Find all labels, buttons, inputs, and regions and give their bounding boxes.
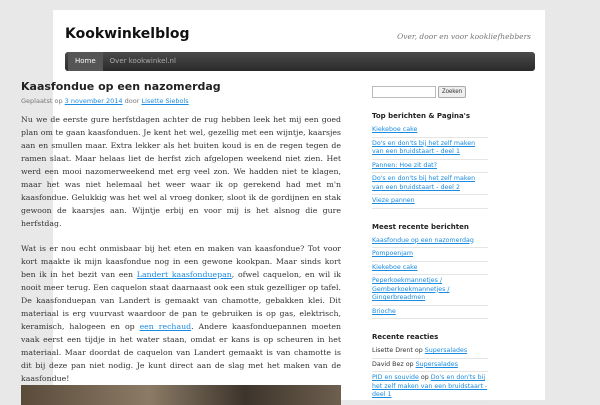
nav-item-home[interactable]: Home	[68, 52, 103, 71]
comment-author: David Bez	[372, 360, 404, 368]
list-item	[372, 372, 488, 403]
comment-post-link[interactable]: Supersalades	[415, 360, 458, 368]
comment-author-link[interactable]: PID en souvide	[372, 374, 419, 381]
top-posts-list	[372, 124, 488, 209]
search-form	[372, 86, 488, 98]
main-nav	[65, 52, 535, 71]
rechaud-link[interactable]: een rechaud	[139, 322, 192, 331]
recent-post-link[interactable]: Pompoenjam	[372, 250, 414, 257]
list-item[interactable]	[372, 262, 488, 276]
top-posts-title: Top berichten & Pagina's	[372, 112, 470, 120]
list-item[interactable]	[372, 235, 488, 249]
recent-post-link[interactable]: Peperkoekmannetjes / Gemberkoekmannetjes / Gingerbreadmen	[372, 277, 450, 301]
top-post-link[interactable]: Kiekeboe cake	[372, 126, 418, 133]
post-paragraph-2	[21, 242, 341, 385]
nav-item-over[interactable]: Over kookwinkel.nl	[109, 57, 176, 65]
post-author-link[interactable]: Lisette Siebols	[141, 97, 189, 105]
post-article	[21, 80, 341, 397]
post-paragraph-2-text-b: , ofwel caquelon, en wil ik nooit meer terug. Een caquelon staat daarnaast ook een stuk gezelliger op tafel. De kaasfonduepan van Landert is gemaakt van chamotte, gebakken klei. Dit materiaal is erg vuurvast waardoor de pan te gebruiken is op gas, elektrisch, keramisch, halogeen en op	[21, 270, 341, 331]
comment-post-link[interactable]: Do's en don'ts bij het zelf maken van een bruidstaart - deel 1	[372, 374, 488, 398]
list-item[interactable]	[372, 173, 488, 195]
comment-on: op	[405, 360, 414, 368]
post-paragraph-2-text-a: Wat is er nou echt onmisbaar bij het eten en maken van kaasfondue? Tot voor kort maakte ik mijn kaasfondue nog in een gewone kookpan. Maar sinds kort ben ik in het bezit van een	[21, 244, 341, 279]
recent-comments-title: Recente reacties	[372, 333, 439, 341]
top-post-link[interactable]: Pannen: Hoe zit dat?	[372, 161, 437, 169]
site-title[interactable]: Kookwinkelblog	[65, 26, 190, 42]
recent-posts-list	[372, 235, 488, 320]
recent-comments-list	[372, 345, 488, 403]
post-meta-by: door	[124, 97, 140, 105]
post-body	[21, 113, 341, 385]
post-paragraph-2-text-c: . Andere kaasfonduepannen moeten vaak eerst een tijdje in het water staan, omdat er kans is op scheuren in het materiaal. Maar doordat de caquelon van Landert gemaakt is van chamotte is dit bij deze pan niet nodig. Je kunt direct aan de slag met het maken van de kaasfondue!	[21, 322, 341, 383]
recent-post-link[interactable]: Kiekeboe cake	[372, 263, 418, 271]
list-item[interactable]	[372, 275, 488, 306]
sidebar	[372, 86, 488, 403]
post-photo	[21, 385, 341, 405]
list-item[interactable]	[372, 124, 488, 138]
list-item[interactable]	[372, 195, 488, 209]
comment-on: op	[420, 374, 429, 381]
comment-author: Lisette Drent	[372, 347, 413, 354]
comment-post-link[interactable]: Supersalades	[424, 347, 468, 354]
post-meta	[21, 97, 341, 105]
top-post-link[interactable]: Vieze pannen	[372, 197, 415, 204]
list-item[interactable]	[372, 248, 488, 262]
list-item	[372, 359, 488, 373]
post-date-link[interactable]: 3 november 2014	[64, 97, 123, 105]
post-title[interactable]: Kaasfondue op een nazomerdag	[21, 80, 221, 93]
post-paragraph-1: Nu we de eerste gure herfstdagen achter de rug hebben leek het mij een goed plan om te gaan kaasfonduen. Je kent het wel, gezellig met een wijntje, kaarsjes aan en smullen maar. Extra lekker als het buiten koud is en de regen tegen de ramen slaat. Maar helaas liet de herfst zich afgelopen weekend niet zien. Het werd een mooi nazomerweekend met erg veel zon. We hadden niet te klagen, maar het was niet helemaal het weer waar ik op gerekend had met m'n kaasfondue. Gelukkig was het wel al vroeg donker, sloot ik de gordijnen en stak gewoon de kaarsjes aan. Wijntje erbij en voor mij is het alsnog die gure herfstdag.	[21, 115, 341, 228]
recent-post-link[interactable]: Kaasfondue op een nazomerdag	[372, 236, 474, 244]
list-item[interactable]	[372, 160, 488, 174]
list-item[interactable]	[372, 138, 488, 160]
recent-posts-title: Meest recente berichten	[372, 222, 469, 231]
top-post-link[interactable]: Do's en don'ts bij het zelf maken van een bruidstaart - deel 1	[372, 139, 476, 155]
list-item	[372, 345, 488, 359]
search-input[interactable]	[372, 86, 436, 98]
recent-post-link[interactable]: Brioche	[372, 307, 396, 315]
search-button[interactable]: Zoeken	[438, 86, 466, 98]
site-description: Over, door en voor kookliefhebbers	[397, 32, 531, 41]
post-meta-prefix: Geplaatst op	[21, 97, 63, 105]
list-item[interactable]	[372, 306, 488, 320]
comment-on: op	[414, 347, 423, 354]
landert-kaasfonduepan-link[interactable]: Landert kaasfonduepan	[136, 270, 232, 279]
top-post-link[interactable]: Do's en don'ts bij het zelf maken van een bruidstaart - deel 2	[372, 175, 476, 191]
